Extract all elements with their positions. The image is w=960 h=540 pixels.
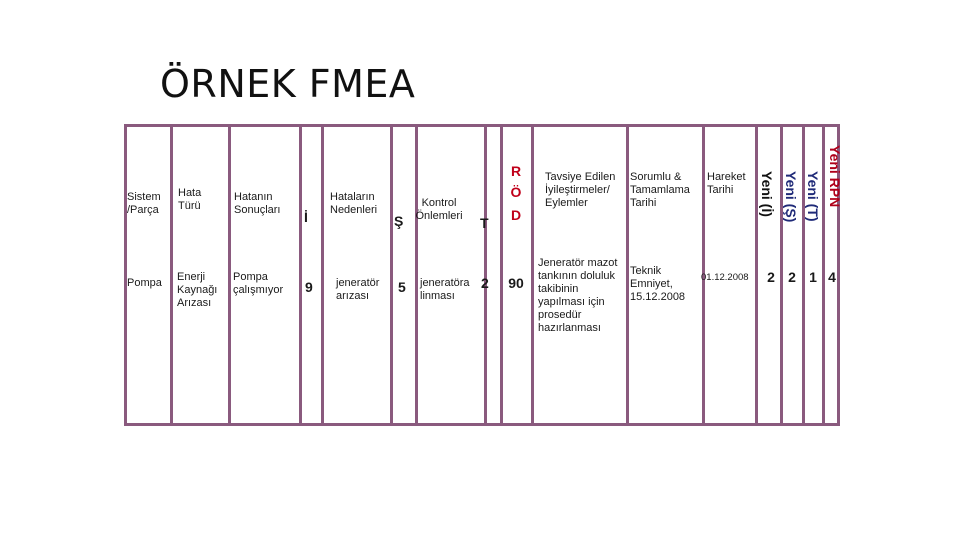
row-sonuc: Pompa çalışmıyor: [233, 271, 284, 296]
header-o: Ö: [510, 184, 522, 200]
row-t: 2: [481, 275, 489, 291]
row-yeni-s: 2: [788, 269, 796, 285]
fmea-table: [124, 124, 843, 426]
header-s: Ş: [394, 213, 404, 229]
row-yeni-i: 2: [767, 269, 775, 285]
column-divider: [626, 127, 629, 423]
column-divider: [415, 127, 418, 423]
header-hareket: Hareket Tarihi: [707, 171, 746, 196]
header-r: R: [510, 163, 522, 179]
header-tavsiye: Tavsiye Edilen İyileştirmeler/ Eylemler: [545, 171, 616, 209]
header-yeni-rpn: Yeni RPN: [827, 145, 843, 208]
column-divider: [321, 127, 324, 423]
row-yeni-rpn: 4: [828, 269, 836, 285]
row-i: 9: [305, 279, 313, 295]
header-yeni-s: Yeni (Ş): [783, 171, 799, 223]
header-hatalarin-nedenleri: Hataların Nedenleri: [330, 191, 378, 216]
column-divider: [228, 127, 231, 423]
column-divider: [531, 127, 534, 423]
header-yeni-t: Yeni (T): [805, 171, 821, 222]
row-sistem: Pompa: [127, 277, 162, 289]
header-yeni-i: Yeni (İ): [759, 171, 775, 217]
header-t: T: [480, 215, 489, 231]
row-hareket: 01.12.2008: [701, 272, 749, 283]
header-kontrol: Kontrol Önlemleri: [415, 197, 463, 222]
row-sorumlu: Teknik Emniyet, 15.12.2008: [630, 265, 686, 303]
header-d: D: [510, 207, 522, 223]
slide-title: ÖRNEK FMEA: [160, 62, 416, 106]
column-divider: [390, 127, 393, 423]
row-neden: jeneratör arızası: [336, 277, 380, 302]
row-s: 5: [398, 279, 406, 295]
header-hata-turu: Hata Türü: [178, 187, 202, 212]
row-kontrol: jeneratöra linması: [420, 277, 470, 302]
header-hatanin-sonuclari: Hatanın Sonuçları: [234, 191, 281, 216]
column-divider: [299, 127, 302, 423]
row-yeni-t: 1: [809, 269, 817, 285]
row-tavsiye: Jeneratör mazot tankının doluluk takibinin yapılması için prosedür hazırlanması: [538, 257, 618, 334]
row-hata-turu: Enerji Kaynağı Arızası: [177, 271, 218, 309]
column-divider: [755, 127, 758, 423]
header-sorumlu: Sorumlu & Tamamlama Tarihi: [630, 171, 690, 209]
header-i: İ: [304, 209, 308, 225]
column-divider: [170, 127, 173, 423]
header-sistem: Sistem /Parça: [127, 191, 161, 216]
row-rod: 90: [508, 275, 524, 291]
